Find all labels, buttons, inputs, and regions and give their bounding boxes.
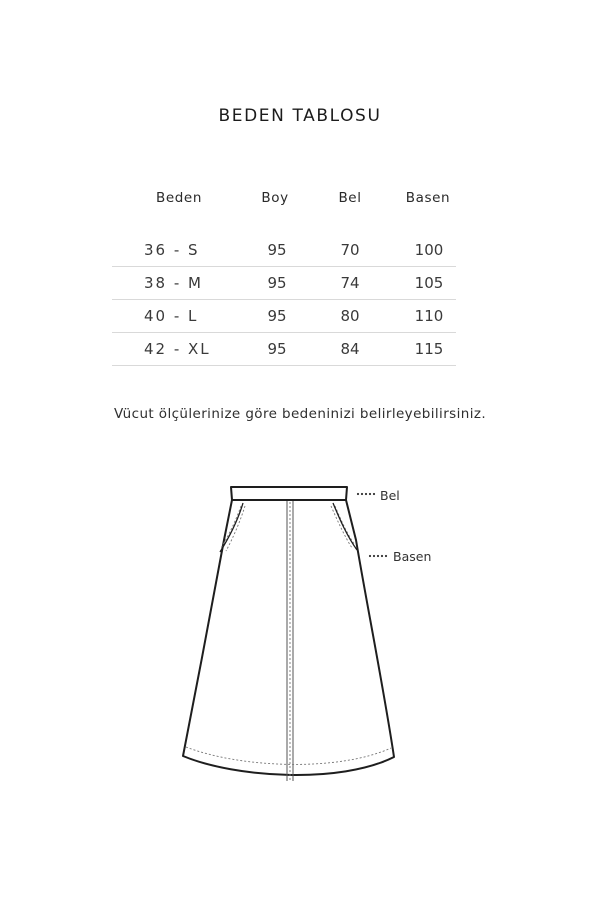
header-beden: Beden (156, 190, 202, 206)
size-cell: 38 - M (144, 274, 203, 292)
boy-cell: 95 (267, 274, 287, 292)
basen-cell: 115 (414, 340, 444, 358)
measurement-note: Vücut ölçülerinize göre bedeninizi belirleyebilirsiniz. (113, 406, 487, 422)
page-title: BEDEN TABLOSU (218, 106, 382, 126)
boy-cell: 95 (267, 241, 287, 259)
bel-cell: 80 (340, 307, 360, 325)
header-basen: Basen (405, 190, 451, 206)
basen-cell: 100 (414, 241, 444, 259)
bel-cell: 84 (340, 340, 360, 358)
basen-label: Basen (393, 549, 432, 564)
skirt-waistband (231, 487, 347, 500)
bel-label: Bel (380, 488, 400, 503)
bel-cell: 70 (340, 241, 360, 259)
boy-cell: 95 (267, 307, 287, 325)
bel-cell: 74 (340, 274, 360, 292)
basen-cell: 110 (414, 307, 444, 325)
header-boy: Boy (261, 190, 289, 206)
size-cell: 40 - L (144, 307, 199, 325)
boy-cell: 95 (267, 340, 287, 358)
header-bel: Bel (338, 190, 362, 206)
skirt-body (183, 500, 394, 775)
basen-cell: 105 (414, 274, 444, 292)
size-cell: 36 - S (144, 241, 200, 259)
size-cell: 42 - XL (144, 340, 211, 358)
